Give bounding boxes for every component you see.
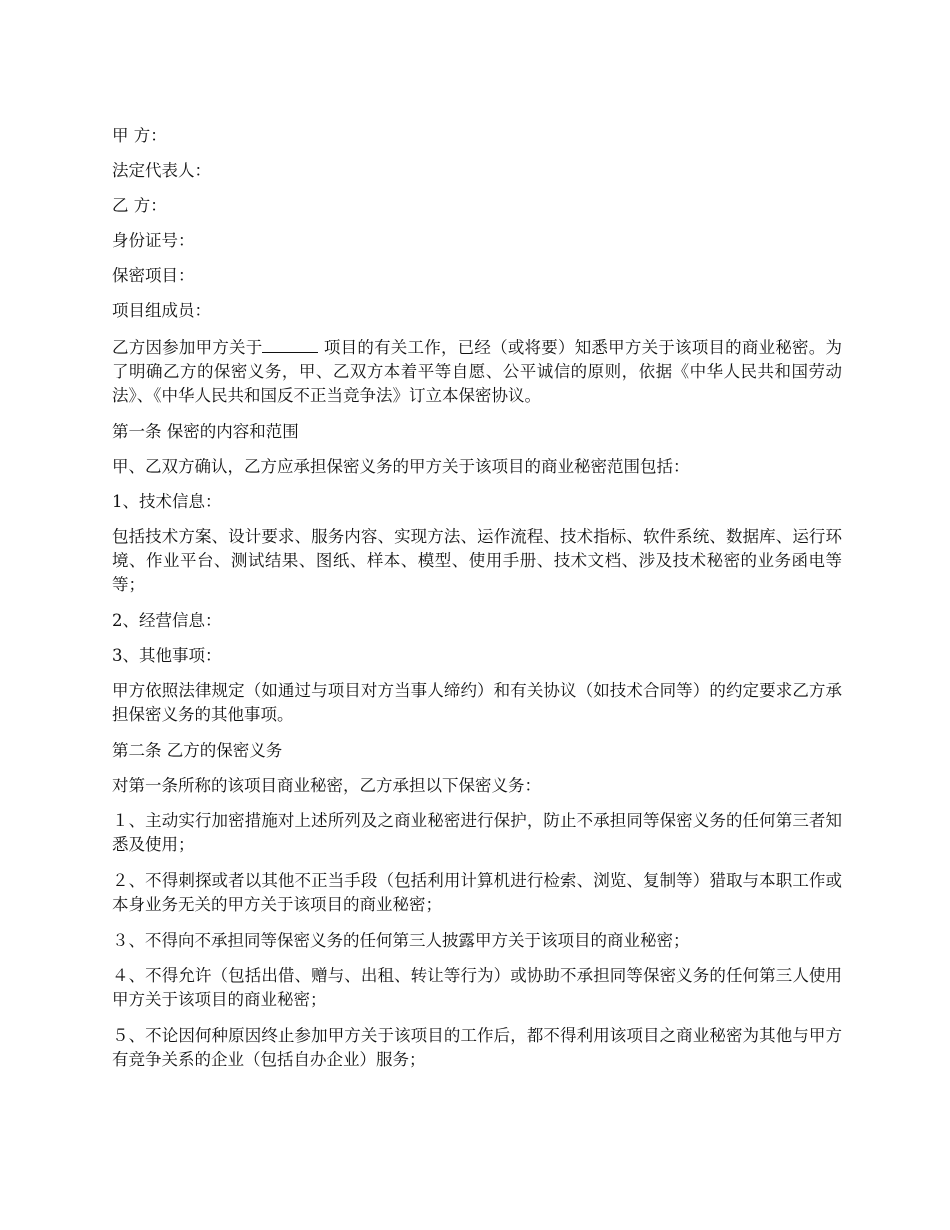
article1-title: 第一条 保密的内容和范围: [112, 422, 299, 441]
article2-title: 第二条 乙方的保密义务: [112, 741, 283, 760]
intro-paragraph: [112, 334, 842, 408]
party-b-label: 乙 方：: [112, 196, 167, 215]
members-label: 项目组成员：: [112, 301, 211, 320]
duty-5: ５、不论因何种原因终止参加甲方关于该项目的工作后，都不得利用该项目之商业秘密为其他与甲方有竞争关系的企业（包括自办企业）服务；: [112, 1026, 842, 1069]
item3-body: 甲方依照法律规定（如通过与项目对方当事人缔约）和有关协议（如技术合同等）的约定要求乙方承担保密义务的其他事项。: [112, 681, 842, 724]
project-name-blank: [262, 334, 318, 353]
duty-3: ３、不得向不承担同等保密义务的任何第三人披露甲方关于该项目的商业秘密；: [112, 931, 690, 950]
duty-4: ４、不得允许（包括出借、赠与、出租、转让等行为）或协助不承担同等保密义务的任何第三人使用甲方关于该项目的商业秘密；: [112, 966, 842, 1009]
article1-intro: 甲、乙双方确认，乙方应承担保密义务的甲方关于该项目的商业秘密范围包括：: [112, 457, 690, 476]
intro-prefix: 乙方因参加甲方关于: [112, 338, 263, 357]
duty-2: ２、不得刺探或者以其他不正当手段（包括利用计算机进行检索、浏览、复制等）猎取与本职工作或本身业务无关的甲方关于该项目的商业秘密；: [112, 871, 842, 914]
item2-title: 2、经营信息：: [112, 611, 222, 630]
id-number-label: 身份证号：: [112, 231, 195, 250]
item3-title: 3、其他事项：: [112, 646, 222, 665]
item1-body: 包括技术方案、设计要求、服务内容、实现方法、运作流程、技术指标、软件系统、数据库、运行环境、作业平台、测试结果、图纸、样本、模型、使用手册、技术文档、涉及技术秘密的业务函电等等；: [112, 527, 842, 594]
duty-1: １、主动实行加密措施对上述所列及之商业秘密进行保护，防止不承担同等保密义务的任何第三者知悉及使用；: [112, 811, 842, 854]
item1-title: 1、技术信息：: [112, 492, 222, 511]
project-label: 保密项目：: [112, 266, 195, 285]
party-a-label: 甲 方：: [112, 126, 167, 145]
article2-intro: 对第一条所称的该项目商业秘密，乙方承担以下保密义务：: [112, 776, 541, 795]
intro-suffix: 项目的有关工作，已经（或将要）知悉甲方关于该项目的商业秘密。为了明确乙方的保密义务，甲、乙双方本着平等自愿、公平诚信的原则，依据《中华人民共和国劳动法》、《中华人民共和国反不正当竞争法》订立本保密协议。: [112, 338, 842, 405]
document-body: [112, 124, 842, 1084]
legal-rep-label: 法定代表人：: [112, 161, 211, 180]
